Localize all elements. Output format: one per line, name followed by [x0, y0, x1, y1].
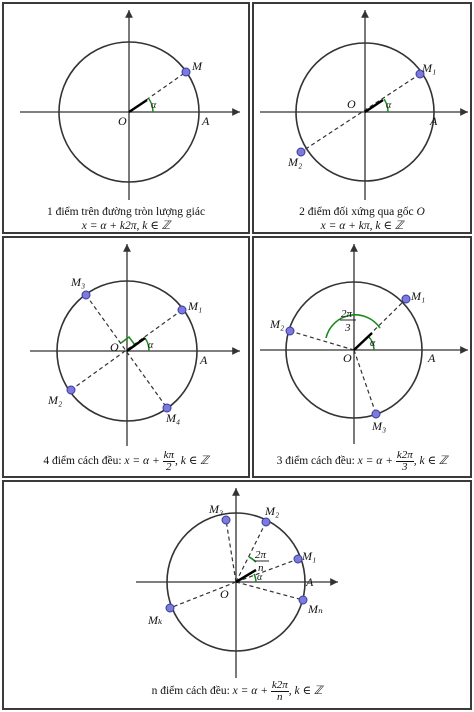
- point-m: [182, 68, 190, 76]
- caption-title: 1 điểm trên đường tròn lượng giác: [46, 206, 206, 218]
- radius-alpha: [236, 570, 256, 582]
- fraction-denominator: n: [277, 691, 283, 703]
- caption: [254, 450, 470, 473]
- label-m4: M₄: [166, 411, 181, 425]
- caption-title-text: 2 điểm đối xứng qua gốc: [299, 206, 414, 218]
- label-frac-den: n: [258, 562, 264, 574]
- label-mk: Mₖ: [148, 613, 163, 627]
- panel-two-points: [252, 2, 472, 234]
- radius-mn: [236, 582, 303, 600]
- diagram-n-points: [4, 482, 474, 712]
- caption-x: x = α +: [357, 455, 393, 468]
- label-o: O: [347, 97, 356, 111]
- fraction-denominator: 3: [402, 461, 408, 473]
- radius-m3: [354, 350, 376, 414]
- diagram-two-points: [254, 4, 474, 236]
- diagram-three-points: [254, 238, 474, 480]
- diagram-four-points: [4, 238, 252, 480]
- panel-one-point: [2, 2, 250, 234]
- caption-title-o: O: [416, 206, 425, 218]
- label-m3: M₃: [209, 502, 224, 516]
- label-m3: M₃: [372, 419, 387, 433]
- point-m2: [67, 386, 75, 394]
- label-a: A: [306, 575, 314, 589]
- fraction-numerator: k2π: [396, 449, 413, 461]
- label-m1: M₁: [411, 289, 426, 303]
- caption-prefix: 4 điểm cách đều:: [43, 455, 122, 468]
- label-a: A: [200, 353, 208, 367]
- fraction-numerator: kπ: [163, 449, 174, 461]
- caption-prefix: 3 điểm cách đều:: [276, 455, 355, 468]
- caption: [4, 450, 248, 473]
- right-angle-mark: [121, 337, 135, 345]
- label-o: O: [220, 587, 229, 601]
- label-a: A: [202, 114, 210, 128]
- label-a: A: [430, 114, 438, 128]
- point-m3: [372, 410, 380, 418]
- caption-formula: x = α + kπ, k ∈ ℤ: [320, 220, 404, 232]
- panel-three-points: [252, 236, 472, 478]
- caption-suffix: , k ∈ ℤ: [413, 455, 448, 468]
- label-mn: Mₙ: [308, 602, 323, 616]
- label-o: O: [110, 340, 119, 354]
- label-m1: M₁: [422, 61, 437, 75]
- diameter-dashed: [301, 74, 420, 152]
- label-m2: M₂: [288, 155, 303, 169]
- point-m2: [286, 327, 294, 335]
- caption-x: x = α +: [232, 685, 268, 698]
- point-m2: [262, 518, 270, 526]
- fraction-numerator: k2π: [271, 679, 288, 691]
- label-frac-num: 2π: [341, 308, 353, 320]
- label-m: M: [192, 59, 202, 73]
- caption-x: x = α +: [124, 455, 160, 468]
- radius-m3: [226, 520, 236, 582]
- label-m1: M₁: [188, 299, 203, 313]
- label-alpha: α: [386, 100, 392, 111]
- point-mk: [166, 604, 174, 612]
- caption-fraction: [396, 450, 414, 473]
- point-m3: [82, 291, 90, 299]
- label-alpha: α: [257, 572, 263, 583]
- caption-title: [254, 206, 470, 219]
- label-m3: M₃: [71, 275, 86, 289]
- point-mn: [299, 596, 307, 604]
- radius-alpha: [365, 100, 383, 112]
- diagram-one-point: [4, 4, 252, 236]
- point-m1: [178, 306, 186, 314]
- fraction-denominator: 2: [166, 461, 172, 473]
- label-m2: M₂: [265, 504, 280, 518]
- label-frac-den: 3: [345, 322, 351, 334]
- label-o: O: [343, 351, 352, 365]
- caption-fraction: [271, 680, 289, 703]
- point-m1: [402, 295, 410, 303]
- label-alpha: α: [148, 340, 154, 351]
- caption-suffix: , k ∈ ℤ: [288, 685, 323, 698]
- label-a: A: [428, 351, 436, 365]
- label-m2: M₂: [48, 393, 63, 407]
- caption-prefix: n điểm cách đều:: [151, 685, 230, 698]
- angle-alpha-arc: [254, 574, 256, 582]
- point-m3: [222, 516, 230, 524]
- radius-alpha: [127, 338, 145, 351]
- panel-n-points: [2, 480, 472, 710]
- caption: [4, 680, 470, 703]
- point-m1: [294, 555, 302, 563]
- label-m2: M₂: [270, 317, 285, 331]
- caption-suffix: , k ∈ ℤ: [175, 455, 209, 468]
- radius-alpha: [129, 100, 147, 112]
- panel-four-points: [2, 236, 250, 478]
- caption-formula: x = α + k2π, k ∈ ℤ: [81, 220, 171, 232]
- label-o: O: [118, 114, 127, 128]
- label-m1: M₁: [302, 549, 317, 563]
- label-alpha: α: [370, 338, 376, 349]
- label-frac-num: 2π: [255, 549, 267, 561]
- caption-fraction: [163, 450, 175, 473]
- label-alpha: α: [151, 100, 157, 111]
